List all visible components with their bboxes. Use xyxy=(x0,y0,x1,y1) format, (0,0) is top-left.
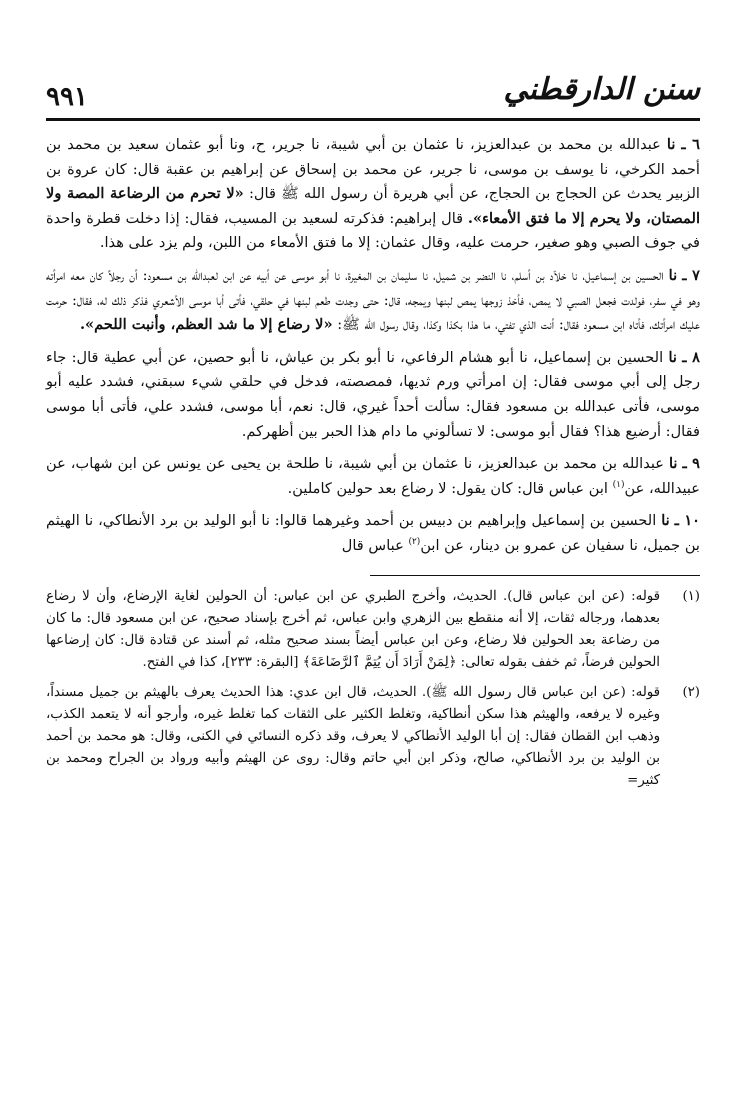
narration-marker: نا xyxy=(668,266,678,284)
hadith-text: الحسين بن إسماعيل وإبراهيم بن دبيس بن أحمد وغيرهما قالوا: نا أبو الوليد بن برد الأنطاكي، نا الهيثم بن جميل، نا سفيان عن عمرو بن دينار، عن ابن xyxy=(46,512,700,554)
hadith-number: ٨ ـ xyxy=(682,348,701,366)
narration-marker: نا xyxy=(666,136,676,153)
hadith-9 xyxy=(46,452,700,501)
footnote-text: قوله: (عن ابن عباس قال رسول الله ﷺ). الحديث، قال ابن عدي: هذا الحديث يعرف بالهيثم بن جميل مسنداً، وغيره لا يرفعه، والهيثم هذا سكن أنطاكية، وتغلط الكثير على الثقات كما تغلط غيره، وأرجو أنه لا يتعمد الكذب، وذهب ابن القطان فقال: إن أبا الوليد الأنطاكي لا يعرف، وقد ذكره النسائي في الكنى، وقال: هو محمد بن أحمد بن الوليد بن برد الأنطاكي، صالح، وذكر ابن أبي حاتم وقال: روى عن الهيثم وأبيه ورواد بن الجراح ومحمد بن كثير= xyxy=(46,684,660,788)
hadith-text: الحسين بن إسماعيل، نا أبو هشام الرفاعي، نا أبو بكر بن عياش، نا أبو حصين، عن أبي عطية قال: جاء رجل إلى أبي موسى فقال: إن امرأتي ورم ثديها، فمصصته، فدخل في حلقي شيء سبقني، فشدد عليه أبو موسى، فأتى عبدالله بن مسعود فقال: سألت أحداً غيري، قال: نعم، أبا موسى، فشدد علي، فأتى أبا موسى فقال: أرضيع هذا؟ فقال أبو موسى: لا تسألوني ما دام هذا الحبر بين أظهركم. xyxy=(46,348,700,440)
hadith-6 xyxy=(46,133,700,256)
hadith-number: ١٠ ـ xyxy=(674,512,700,530)
hadith-text: عبدالله بن محمد بن عبدالعزيز، نا عثمان بن أبي شيبة، نا طلحة بن يحيى عن يونس عن ابن شهاب، عن عبيدالله، عن xyxy=(46,455,700,497)
prophetic-saying: «لا تحرم من الرضاعة المصة ولا المصتان، ولا يحرم إلا ما فتق الأمعاء». xyxy=(46,185,700,227)
hadith-text: الحسين بن إسماعيل، نا خلاّد بن أسلم، نا النضر بن شميل، نا سليمان بن المغيرة، نا أبو موسى عن أبيه عن ابن لعبدالله بن مسعود: أن رجلاً كان معه امرأته وهو في سفر، فولدت فجعل الصبي لا يمص، فأخذ زوجها يمص لبنها ويمجه، قال: حتى وجدت طعم لبنها في حلقي، فأتى أبا موسى الأشعري فذكر ذلك له، فقال: حرمت عليك امرأتك، فأتاه ابن مسعود فقال: أنت الذي تفتي، ما هذا بكذا وكذا، وقال رسول الله ﷺ: xyxy=(46,266,700,334)
hadith-number: ٦ ـ xyxy=(681,136,701,153)
footnote-ref[interactable]: (١) xyxy=(612,479,625,490)
narration-marker: نا xyxy=(661,512,670,530)
hadith-number: ٧ ـ xyxy=(682,266,701,284)
footnote-divider xyxy=(370,575,700,576)
prophetic-saying: «لا رضاع إلا ما شد العظم، وأنبت اللحم». xyxy=(79,316,333,334)
page-number: ٩٩١ xyxy=(46,82,88,112)
page-header xyxy=(46,70,700,121)
hadith-text: عبدالله بن محمد بن عبدالعزيز، نا عثمان بن أبي شيبة، نا جرير، ح، ونا أبو عثمان سعيد بن محمد بن أحمد الكرخي، نا يوسف بن موسى، نا جرير، عن محمد بن إسحاق عن إبراهيم بن عقبة قال: كان عروة بن الزبير يحدث عن الحجاج بن الحجاج، عن أبي هريرة أن رسول الله ﷺ قال: xyxy=(46,136,700,203)
hadith-7 xyxy=(46,264,700,338)
narration-marker: نا xyxy=(668,455,678,473)
hadith-10 xyxy=(46,509,700,558)
hadith-number: ٩ ـ xyxy=(682,455,701,473)
footnote-2 xyxy=(46,682,700,792)
hadith-8 xyxy=(46,346,700,444)
document-page xyxy=(46,70,700,800)
footnote-1 xyxy=(46,586,700,674)
footnote-ref[interactable]: (٢) xyxy=(408,537,421,548)
hadith-text-continued: ابن عباس قال: كان يقول: لا رضاع بعد حولين كاملين. xyxy=(287,479,613,497)
hadith-text-continued: عباس قال xyxy=(341,536,409,554)
hadith-text-after: قال إبراهيم: فذكرته لسعيد بن المسيب، فقال: إذا دخلت قطرة واحدة في جوف الصبي وهو صغير، حرمت عليه، وقال عثمان: إلا ما فتق الأمعاء من اللبن، ولم يزد على هذا. xyxy=(46,209,700,252)
footnote-number: (٢) xyxy=(682,684,700,700)
footnote-text: قوله: (عن ابن عباس قال). الحديث، وأخرج الطبري عن ابن عباس: أن الحولين لغاية الإرضاع، وأن لا رضاع بعدهما، ورجاله ثقات، إلا أنه منقطع بين الزهري وابن عباس، ثم أخرج بإسناد صحيح، عن ابن مسعود قال: ما كان من رضاعة بعد الحولين فلا رضاع، وعن ابن عباس أيضاً بسند صحيح مثله، ثم أسند عن قتادة قال: كان إرضاعها الحولين فرضاً، ثم خفف بقوله تعالى: ﴿لِمَنْ أَرَادَ أَن يُتِمَّ ٱلرَّضَاعَةَ﴾ [البقرة: ٢٣٣]، كذا في الفتح. xyxy=(46,588,660,670)
narration-marker: نا xyxy=(668,348,677,366)
footnote-number: (١) xyxy=(682,588,700,604)
book-title: سنن الدارقطني xyxy=(503,72,700,107)
